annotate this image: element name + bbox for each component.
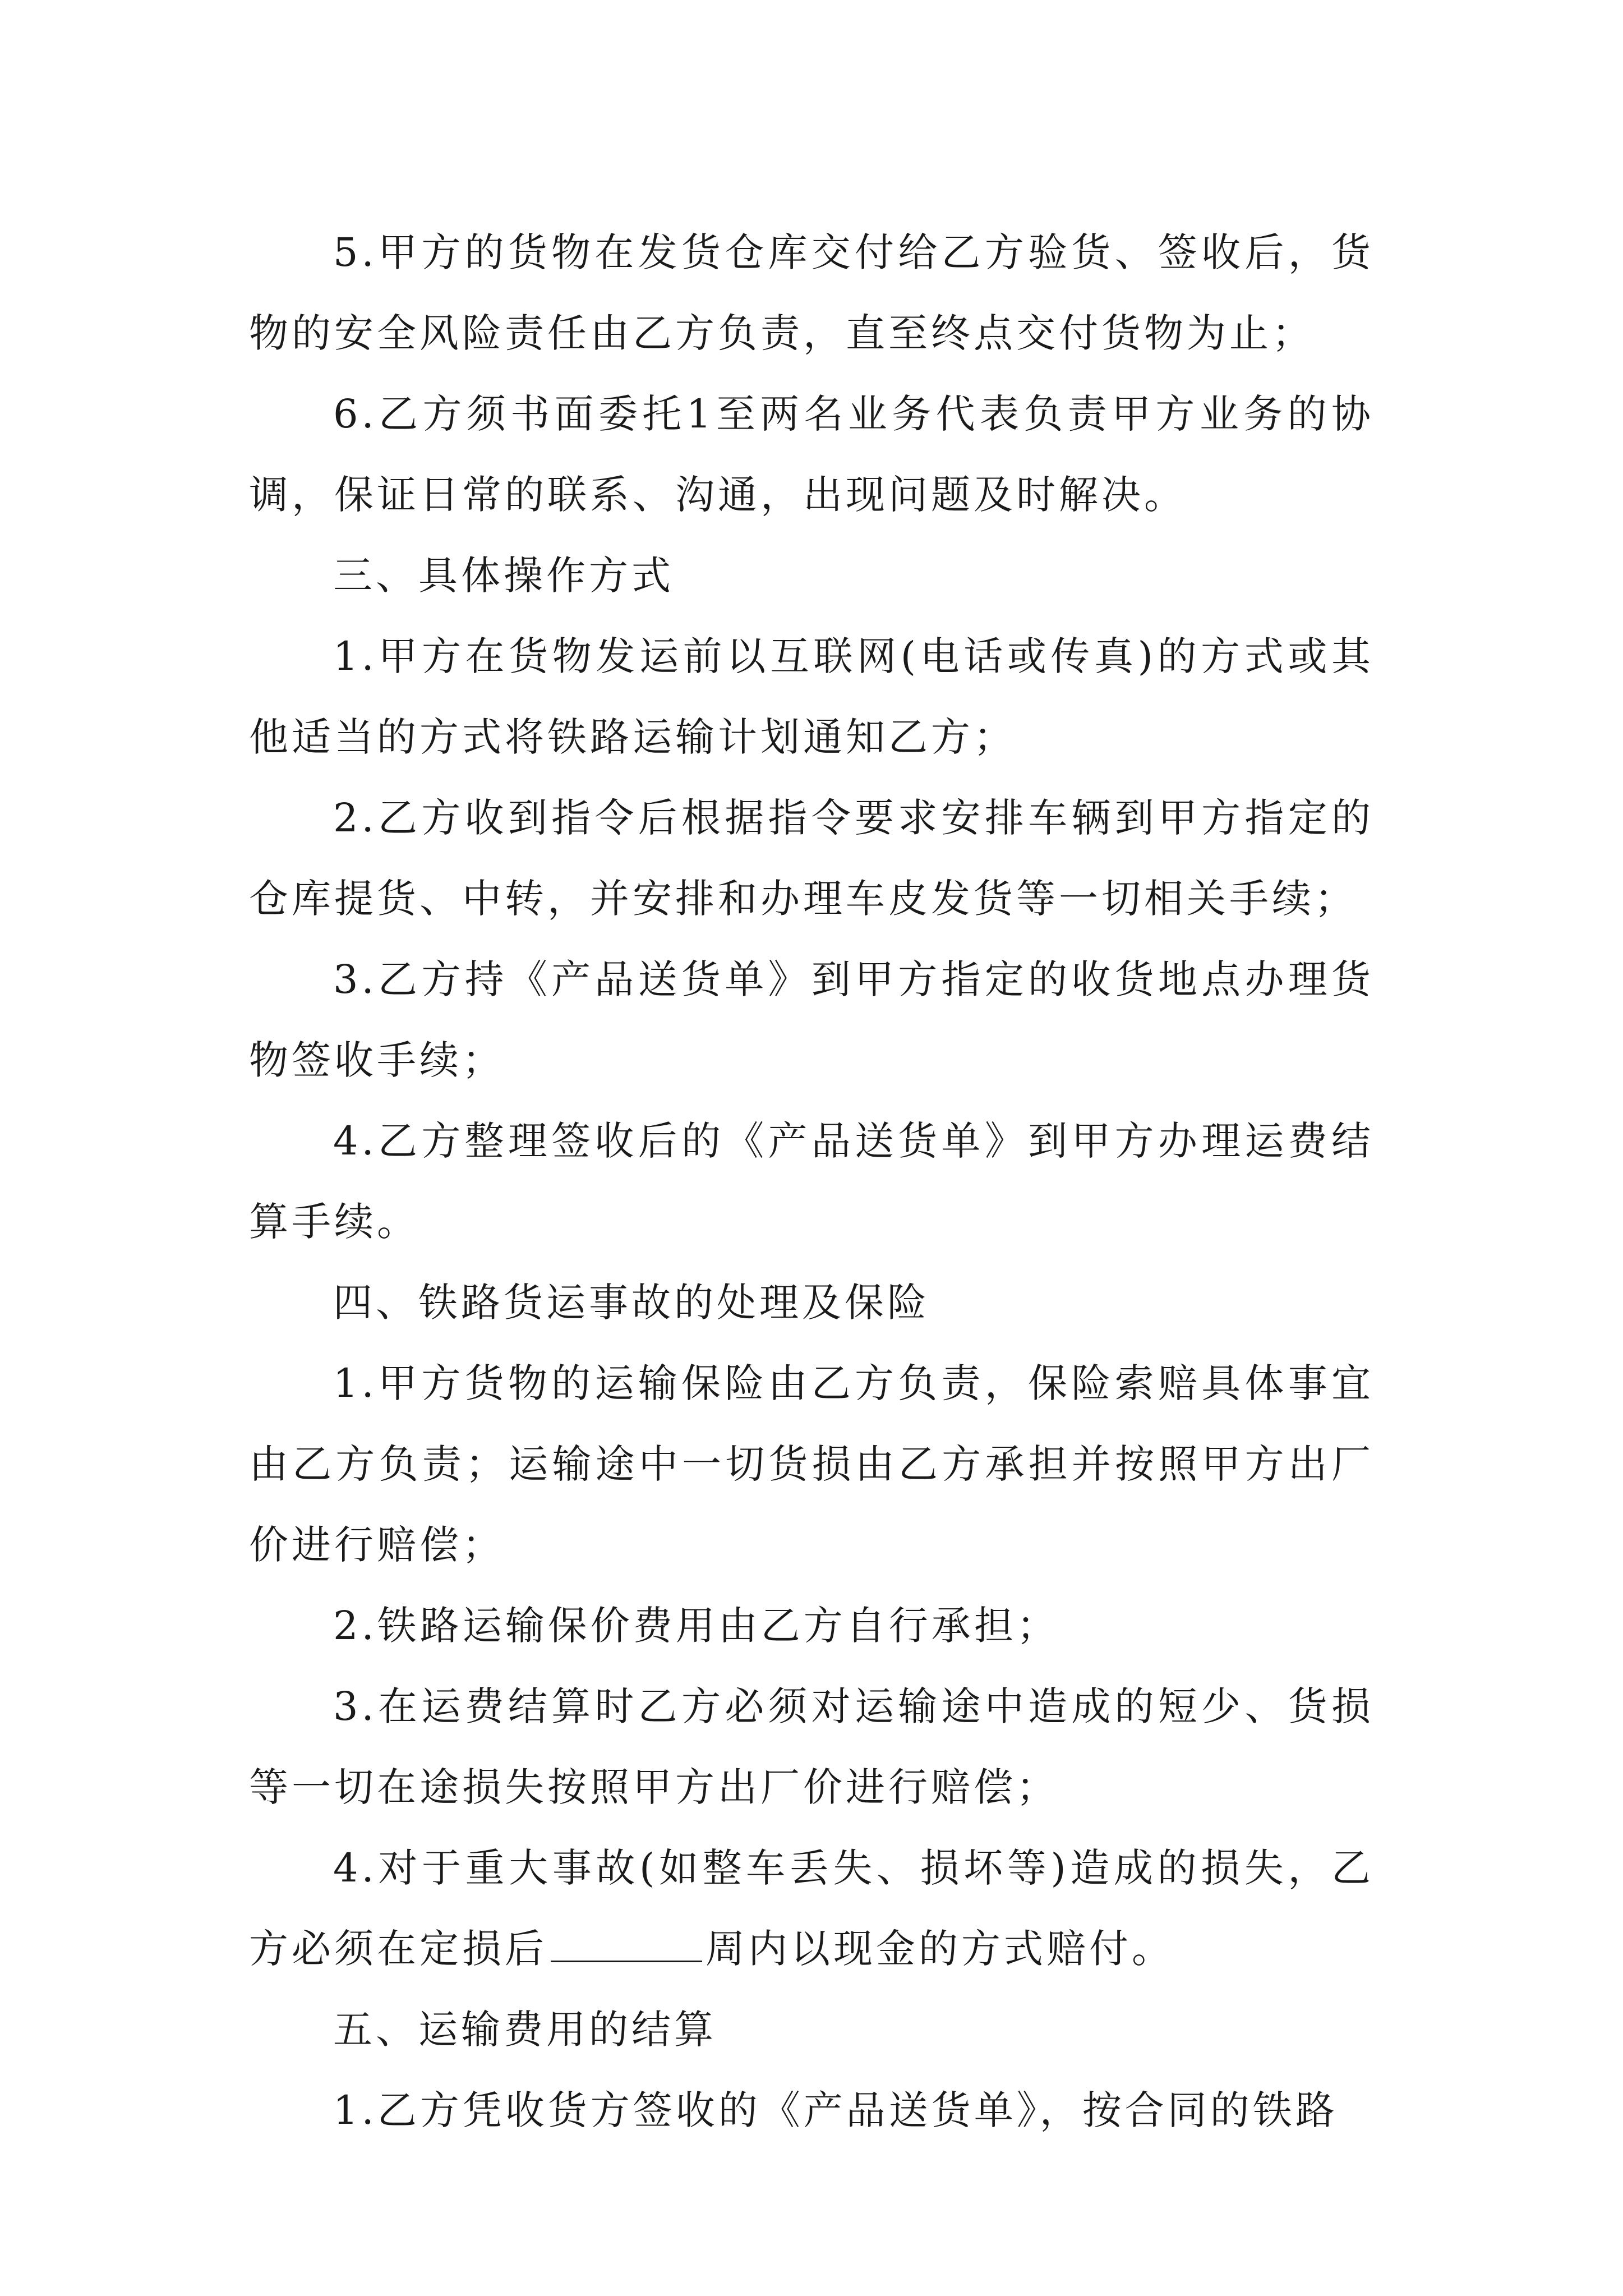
accident-clause-1: 1.甲方货物的运输保险由乙方负责，保险索赔具体事宜由乙方负责；运输途中一切货损由乙方承担并按照甲方出厂价进行赔偿；: [249, 1360, 1374, 1568]
settlement-clause-1: 1.乙方凭收货方签收的《产品送货单》，按合同的铁路: [333, 2087, 1338, 2133]
clause-6-business-representative: 6.乙方须书面委托1至两名业务代表负责甲方业务的协调，保证日常的联系、沟通，出现问题及时解决。: [249, 391, 1374, 518]
accident-clause-4-lead: 4.对于重大事故(如整车丢失、损坏等)造成的损失，乙方必须在定损后: [249, 1845, 1374, 1972]
operation-clause-3: 3.乙方持《产品送货单》到甲方指定的收货地点办理货物签收手续；: [249, 956, 1374, 1083]
operation-clause-1: 1.甲方在货物发运前以互联网(电话或传真)的方式或其他适当的方式将铁路运输计划通知乙方；: [249, 633, 1374, 760]
accident-clause-2: 2.铁路运输保价费用由乙方自行承担；: [333, 1603, 1059, 1649]
operation-clause-2: 2.乙方收到指令后根据指令要求安排车辆到甲方指定的仓库提货、中转，并安排和办理车皮发货等一切相关手续；: [249, 795, 1374, 922]
accident-clause-3: 3.在运费结算时乙方必须对运输途中造成的短少、货损等一切在途损失按照甲方出厂价进行赔偿；: [249, 1683, 1374, 1810]
operation-clause-4: 4.乙方整理签收后的《产品送货单》到甲方办理运费结算手续。: [249, 1118, 1374, 1245]
section-heading-operation-method: 三、具体操作方式: [333, 553, 674, 599]
accident-clause-4: [249, 1828, 1374, 1989]
section-heading-fee-settlement: 五、运输费用的结算: [333, 2007, 717, 2053]
document-body: [249, 212, 1374, 2151]
accident-clause-4-tail: 周内以现金的方式赔付。: [706, 1926, 1174, 1972]
clause-5-goods-handover: 5.甲方的货物在发货仓库交付给乙方验货、签收后，货物的安全风险责任由乙方负责，直至终点交付货物为止；: [249, 229, 1374, 356]
section-heading-accident-insurance: 四、铁路货运事故的处理及保险: [333, 1280, 930, 1326]
fill-in-blank-weeks[interactable]: [551, 1955, 702, 1962]
